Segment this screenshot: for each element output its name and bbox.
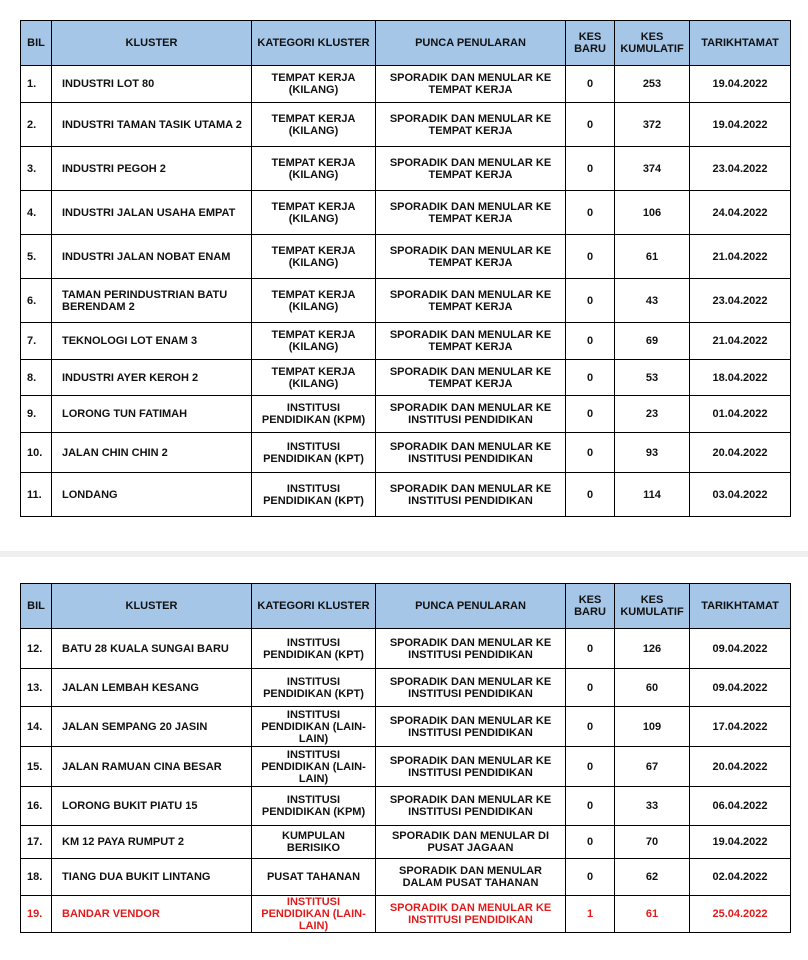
row-bil: 17. [21,826,52,859]
row-kluster: JALAN LEMBAH KESANG [52,669,252,707]
row-bil: 9. [21,396,52,433]
table-row [21,859,791,896]
table-row [21,323,791,360]
row-kategori: INSTITUSI PENDIDIKAN (KPM) [252,787,376,826]
row-kes-baru: 0 [566,473,615,517]
row-punca: SPORADIK DAN MENULAR KE INSTITUSI PENDIDIKAN [376,669,566,707]
table-row [21,747,791,787]
row-bil: 5. [21,235,52,279]
row-kes-baru: 0 [566,747,615,787]
table-row [21,396,791,433]
row-kes-kumulatif: 33 [615,787,690,826]
row-bil: 1. [21,66,52,103]
row-kes-kumulatif: 23 [615,396,690,433]
row-kategori: INSTITUSI PENDIDIKAN (LAIN-LAIN) [252,747,376,787]
row-kluster: TIANG DUA BUKIT LINTANG [52,859,252,896]
row-punca: SPORADIK DAN MENULAR KE TEMPAT KERJA [376,147,566,191]
row-kategori: TEMPAT KERJA (KILANG) [252,66,376,103]
row-kluster: INDUSTRI JALAN NOBAT ENAM [52,235,252,279]
row-tarikh: 02.04.2022 [690,859,791,896]
row-kluster: JALAN RAMUAN CINA BESAR [52,747,252,787]
row-tarikh: 17.04.2022 [690,707,791,747]
header-kes-kumulatif: KES KUMULATIF [615,21,690,66]
row-punca: SPORADIK DAN MENULAR KE TEMPAT KERJA [376,103,566,147]
row-kes-baru: 0 [566,191,615,235]
row-bil: 11. [21,473,52,517]
row-kluster: INDUSTRI PEGOH 2 [52,147,252,191]
row-bil: 18. [21,859,52,896]
row-bil: 6. [21,279,52,323]
table-row [21,473,791,517]
cluster-table-1 [20,20,791,517]
row-kes-kumulatif: 70 [615,826,690,859]
row-kategori: TEMPAT KERJA (KILANG) [252,360,376,396]
row-kes-baru: 0 [566,66,615,103]
row-tarikh: 06.04.2022 [690,787,791,826]
table-row [21,147,791,191]
row-tarikh: 19.04.2022 [690,826,791,859]
row-kluster: LONDANG [52,473,252,517]
row-kes-kumulatif: 106 [615,191,690,235]
row-kes-kumulatif: 114 [615,473,690,517]
row-kes-baru: 0 [566,360,615,396]
table-header-row [21,21,791,66]
page-separator [0,551,808,557]
row-kluster: JALAN CHIN CHIN 2 [52,433,252,473]
row-kes-baru: 0 [566,707,615,747]
row-kes-kumulatif: 61 [615,896,690,933]
cluster-table-2 [20,583,791,933]
row-kategori: TEMPAT KERJA (KILANG) [252,323,376,360]
row-kes-baru: 0 [566,396,615,433]
row-kes-kumulatif: 67 [615,747,690,787]
row-punca: SPORADIK DAN MENULAR KE INSTITUSI PENDIDIKAN [376,707,566,747]
row-kes-baru: 0 [566,629,615,669]
table-body [21,66,791,517]
row-kluster: INDUSTRI AYER KEROH 2 [52,360,252,396]
header-kluster: KLUSTER [52,21,252,66]
row-kes-kumulatif: 61 [615,235,690,279]
row-kes-baru: 0 [566,433,615,473]
row-kategori: PUSAT TAHANAN [252,859,376,896]
row-punca: SPORADIK DAN MENULAR KE INSTITUSI PENDIDIKAN [376,473,566,517]
row-bil: 15. [21,747,52,787]
row-bil: 4. [21,191,52,235]
row-bil: 12. [21,629,52,669]
row-kes-baru: 0 [566,103,615,147]
row-tarikh: 20.04.2022 [690,747,791,787]
row-kategori: INSTITUSI PENDIDIKAN (LAIN-LAIN) [252,896,376,933]
table-row [21,103,791,147]
row-bil: 14. [21,707,52,747]
row-kluster: TEKNOLOGI LOT ENAM 3 [52,323,252,360]
row-kes-kumulatif: 53 [615,360,690,396]
row-kes-kumulatif: 69 [615,323,690,360]
row-kluster: INDUSTRI TAMAN TASIK UTAMA 2 [52,103,252,147]
header-punca: PUNCA PENULARAN [376,21,566,66]
header-punca: PUNCA PENULARAN [376,584,566,629]
table-row [21,433,791,473]
row-tarikh: 19.04.2022 [690,103,791,147]
table-row [21,896,791,933]
row-bil: 7. [21,323,52,360]
row-kes-kumulatif: 60 [615,669,690,707]
row-tarikh: 03.04.2022 [690,473,791,517]
row-kes-kumulatif: 93 [615,433,690,473]
table-header-row [21,584,791,629]
row-kategori: INSTITUSI PENDIDIKAN (KPT) [252,629,376,669]
row-punca: SPORADIK DAN MENULAR KE TEMPAT KERJA [376,66,566,103]
table-body [21,629,791,933]
row-kes-baru: 0 [566,147,615,191]
row-kes-baru: 0 [566,323,615,360]
header-bil: BIL [21,584,52,629]
row-kes-kumulatif: 43 [615,279,690,323]
row-punca: SPORADIK DAN MENULAR KE TEMPAT KERJA [376,323,566,360]
row-kluster: TAMAN PERINDUSTRIAN BATU BERENDAM 2 [52,279,252,323]
row-tarikh: 21.04.2022 [690,323,791,360]
header-tarikh: TARIKHTAMAT [690,21,791,66]
row-punca: SPORADIK DAN MENULAR KE INSTITUSI PENDIDIKAN [376,747,566,787]
row-bil: 8. [21,360,52,396]
header-kes-baru: KES BARU [566,584,615,629]
row-bil: 2. [21,103,52,147]
row-kes-kumulatif: 374 [615,147,690,191]
row-kluster: JALAN SEMPANG 20 JASIN [52,707,252,747]
row-kluster: LORONG TUN FATIMAH [52,396,252,433]
table-row [21,787,791,826]
row-punca: SPORADIK DAN MENULAR DI PUSAT JAGAAN [376,826,566,859]
row-kategori: INSTITUSI PENDIDIKAN (LAIN-LAIN) [252,707,376,747]
row-kes-kumulatif: 62 [615,859,690,896]
row-kes-baru: 0 [566,279,615,323]
row-kes-baru: 0 [566,826,615,859]
row-punca: SPORADIK DAN MENULAR KE TEMPAT KERJA [376,191,566,235]
row-kluster: BATU 28 KUALA SUNGAI BARU [52,629,252,669]
table-row [21,360,791,396]
row-kategori: INSTITUSI PENDIDIKAN (KPT) [252,433,376,473]
row-punca: SPORADIK DAN MENULAR KE INSTITUSI PENDIDIKAN [376,787,566,826]
table-row [21,66,791,103]
header-bil: BIL [21,21,52,66]
table-row [21,629,791,669]
row-tarikh: 19.04.2022 [690,66,791,103]
row-kes-kumulatif: 126 [615,629,690,669]
row-kes-kumulatif: 253 [615,66,690,103]
row-punca: SPORADIK DAN MENULAR KE INSTITUSI PENDIDIKAN [376,629,566,669]
row-kategori: TEMPAT KERJA (KILANG) [252,147,376,191]
header-kategori: KATEGORI KLUSTER [252,21,376,66]
row-tarikh: 23.04.2022 [690,147,791,191]
table-row [21,669,791,707]
row-kluster: LORONG BUKIT PIATU 15 [52,787,252,826]
row-kes-baru: 0 [566,669,615,707]
row-punca: SPORADIK DAN MENULAR KE INSTITUSI PENDIDIKAN [376,396,566,433]
row-tarikh: 20.04.2022 [690,433,791,473]
row-bil: 16. [21,787,52,826]
row-punca: SPORADIK DAN MENULAR KE TEMPAT KERJA [376,360,566,396]
row-tarikh: 25.04.2022 [690,896,791,933]
row-punca: SPORADIK DAN MENULAR KE TEMPAT KERJA [376,279,566,323]
row-tarikh: 01.04.2022 [690,396,791,433]
row-punca: SPORADIK DAN MENULAR KE TEMPAT KERJA [376,235,566,279]
table-row [21,826,791,859]
row-kluster: INDUSTRI JALAN USAHA EMPAT [52,191,252,235]
row-bil: 19. [21,896,52,933]
row-kategori: INSTITUSI PENDIDIKAN (KPT) [252,669,376,707]
row-bil: 10. [21,433,52,473]
row-kategori: TEMPAT KERJA (KILANG) [252,279,376,323]
table-row [21,279,791,323]
table-row [21,707,791,747]
header-kluster: KLUSTER [52,584,252,629]
row-kategori: KUMPULAN BERISIKO [252,826,376,859]
row-kategori: TEMPAT KERJA (KILANG) [252,235,376,279]
table-row [21,191,791,235]
row-punca: SPORADIK DAN MENULAR KE INSTITUSI PENDIDIKAN [376,433,566,473]
row-tarikh: 21.04.2022 [690,235,791,279]
row-tarikh: 09.04.2022 [690,629,791,669]
row-kes-kumulatif: 372 [615,103,690,147]
row-kes-baru: 0 [566,235,615,279]
table-row [21,235,791,279]
row-kategori: INSTITUSI PENDIDIKAN (KPT) [252,473,376,517]
header-kes-kumulatif: KES KUMULATIF [615,584,690,629]
row-tarikh: 23.04.2022 [690,279,791,323]
row-kategori: TEMPAT KERJA (KILANG) [252,103,376,147]
row-kategori: INSTITUSI PENDIDIKAN (KPM) [252,396,376,433]
row-bil: 3. [21,147,52,191]
row-kes-baru: 0 [566,787,615,826]
row-tarikh: 24.04.2022 [690,191,791,235]
row-kluster: INDUSTRI LOT 80 [52,66,252,103]
header-tarikh: TARIKHTAMAT [690,584,791,629]
header-kategori: KATEGORI KLUSTER [252,584,376,629]
row-tarikh: 18.04.2022 [690,360,791,396]
row-kluster: KM 12 PAYA RUMPUT 2 [52,826,252,859]
row-punca: SPORADIK DAN MENULAR DALAM PUSAT TAHANAN [376,859,566,896]
row-bil: 13. [21,669,52,707]
row-kategori: TEMPAT KERJA (KILANG) [252,191,376,235]
header-kes-baru: KES BARU [566,21,615,66]
row-punca: SPORADIK DAN MENULAR KE INSTITUSI PENDIDIKAN [376,896,566,933]
row-kluster: BANDAR VENDOR [52,896,252,933]
row-kes-kumulatif: 109 [615,707,690,747]
row-tarikh: 09.04.2022 [690,669,791,707]
row-kes-baru: 1 [566,896,615,933]
row-kes-baru: 0 [566,859,615,896]
